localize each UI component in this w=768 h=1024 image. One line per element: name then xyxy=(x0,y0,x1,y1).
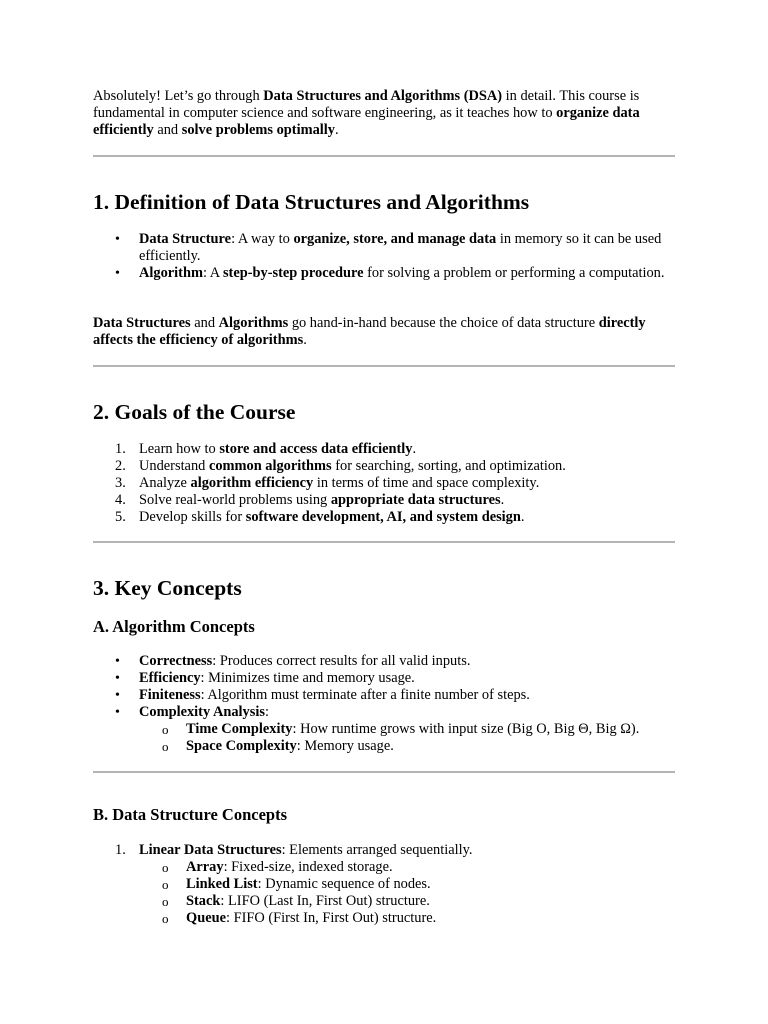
circle-bullet-icon: o xyxy=(162,894,169,909)
bullet-icon: • xyxy=(115,688,120,703)
section-2-heading: 2. Goals of the Course xyxy=(93,400,296,424)
list-item: 2. Understand common algorithms for searching, sorting, and optimization. xyxy=(115,458,566,474)
circle-bullet-icon: o xyxy=(162,877,169,892)
circle-bullet-icon: o xyxy=(162,860,169,875)
list-item: 1. Linear Data Structures: Elements arranged sequentially. xyxy=(115,842,473,858)
list-item: o Space Complexity: Memory usage. xyxy=(162,738,394,754)
bullet-icon: • xyxy=(115,671,120,686)
complexity-sublist xyxy=(93,721,675,755)
divider xyxy=(93,771,675,773)
list-item: o Stack: LIFO (Last In, First Out) structure. xyxy=(162,893,430,909)
circle-bullet-icon: o xyxy=(162,739,169,754)
list-item: 5. Develop skills for software development, AI, and system design. xyxy=(115,509,525,525)
intro-paragraph: Absolutely! Let’s go through Data Structures and Algorithms (DSA) in detail. This course is fundamental in computer science and software engineering, as it teaches how to organize data efficiently and solve problems optimally. xyxy=(93,88,640,138)
list-item: o Array: Fixed-size, indexed storage. xyxy=(162,859,393,875)
list-item: • Data Structure: A way to organize, store, and manage data in memory so it can be used efficiently. xyxy=(115,231,662,264)
circle-bullet-icon: o xyxy=(162,911,169,926)
bullet-icon: • xyxy=(115,266,120,281)
section-3-heading: 3. Key Concepts xyxy=(93,576,242,600)
linear-structures-sublist xyxy=(93,859,675,927)
list-item: • Correctness: Produces correct results for all valid inputs. xyxy=(115,653,471,669)
list-item: 1. Learn how to store and access data efficiently. xyxy=(115,441,417,457)
subsection-a-heading: A. Algorithm Concepts xyxy=(93,617,255,636)
bullet-icon: • xyxy=(115,705,120,720)
circle-bullet-icon: o xyxy=(162,722,169,737)
list-item: 3. Analyze algorithm efficiency in terms of time and space complexity. xyxy=(115,475,540,491)
divider xyxy=(93,155,675,157)
list-item: • Complexity Analysis: xyxy=(115,704,269,720)
definition-list xyxy=(93,231,675,282)
list-item: • Efficiency: Minimizes time and memory usage. xyxy=(115,670,415,686)
list-item: • Algorithm: A step-by-step procedure for solving a problem or performing a computation. xyxy=(115,265,665,281)
divider xyxy=(93,365,675,367)
divider xyxy=(93,541,675,543)
data-structure-concepts-list xyxy=(93,842,675,859)
algorithm-concepts-list xyxy=(93,653,675,721)
list-item: o Time Complexity: How runtime grows with input size (Big O, Big Θ, Big Ω). xyxy=(162,721,640,737)
bullet-icon: • xyxy=(115,654,120,669)
list-item: o Queue: FIFO (First In, First Out) structure. xyxy=(162,910,437,926)
bullet-icon: • xyxy=(115,232,120,247)
definition-paragraph: Data Structures and Algorithms go hand-in-hand because the choice of data structure directly affects the efficiency of algorithms. xyxy=(93,315,646,348)
list-item: • Finiteness: Algorithm must terminate after a finite number of steps. xyxy=(115,687,530,703)
section-1-heading: 1. Definition of Data Structures and Algorithms xyxy=(93,190,530,214)
goals-list xyxy=(93,441,675,526)
subsection-b-heading: B. Data Structure Concepts xyxy=(93,805,288,824)
list-item: 4. Solve real-world problems using appropriate data structures. xyxy=(115,492,505,508)
list-item: o Linked List: Dynamic sequence of nodes. xyxy=(162,876,431,892)
